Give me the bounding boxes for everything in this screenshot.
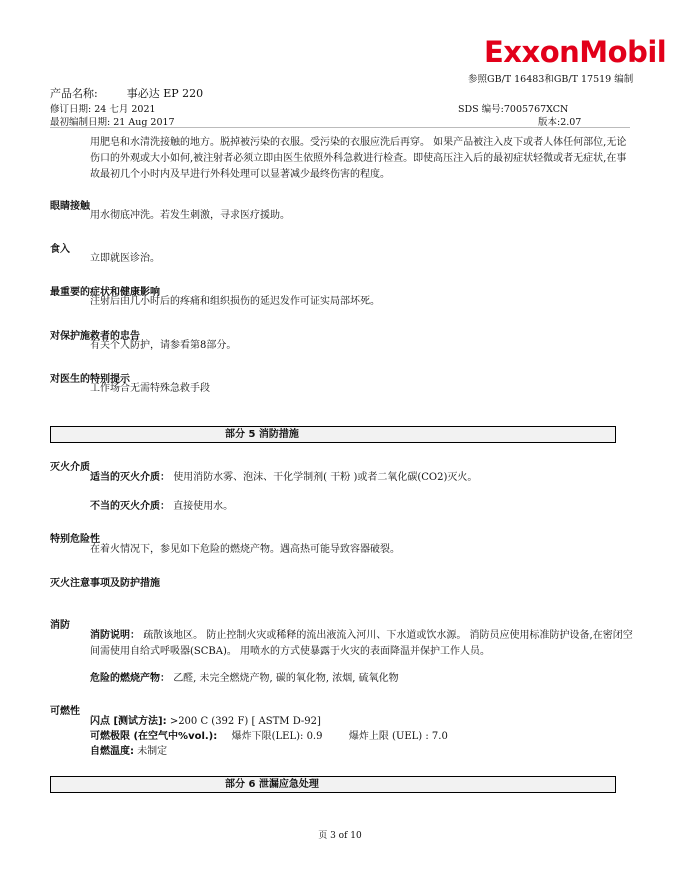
product-name: 事必达 EP 220 (126, 87, 204, 100)
eye-contact-text: 用水彻底冲洗。若发生刺激，寻求医疗援助。 (90, 210, 290, 221)
suitable-media-label: 适当的灭火介质： (90, 472, 170, 483)
doctor-notes-text: 工作场合无需特殊急救手段 (90, 383, 210, 394)
lower-explosion-limit: 爆炸下限(LEL): 0.9 (231, 731, 323, 742)
unsuitable-media-row (90, 499, 635, 515)
flammability-title: 可燃性 (50, 706, 80, 717)
exxonmobil-logo: ExxonMobil (484, 35, 667, 69)
section-5-header (50, 426, 616, 443)
firefighting-precautions-title: 灭火注意事项及防护措施 (50, 578, 160, 589)
combustion-products-row (90, 671, 635, 687)
flash-point-value: >200 C (392 F) [ ASTM D-92] (169, 716, 321, 727)
special-hazards-title: 特别危险性 (50, 534, 100, 545)
skin-contact-text: 用肥皂和水清洗接触的地方。脱掉被污染的衣服。受污染的衣服应洗后再穿。 如果产品被注入皮下或者人体任何部位,无论伤口的外观或大小如何,被注射者必须立即由医生依照外科急救进行检查。即使高压注入后的最初症状轻微或者无症状,在事故最初几个小时内及早进行外科处理可以显著减少最终伤害的程度。 (90, 137, 627, 180)
symptoms-text: 注射后由几小时后的疼痛和组织损伤的延迟发作可证实局部坏死。 (90, 296, 380, 307)
firefighting-instructions-label: 消防说明： (90, 630, 140, 641)
first-date: 21 Aug 2017 (113, 117, 175, 128)
firefighting-instructions-text: 疏散该地区。 防止控制火灾或稀释的流出液流入河川、下水道或饮水源。 消防员应使用标准防护设备,在密闭空间需使用自给式呼吸器(SCBA)。 用喷水的方式使暴露于火灾的表面降温并保护工作人员。 (90, 630, 633, 657)
rescuer-advice-title: 对保护施救者的忠告 (50, 331, 140, 342)
revision-date: 24 七月 2021 (94, 104, 156, 115)
first-date-label: 最初编制日期: (50, 117, 111, 128)
header-divider (50, 127, 630, 128)
flash-point-row (90, 714, 635, 730)
flash-point-label: 闪点 [测试方法]: (90, 716, 167, 727)
revision-date-label: 修订日期: (50, 104, 92, 115)
sds-number: SDS 编号:7005767XCN (458, 104, 569, 115)
product-name-label: 产品名称: (50, 87, 98, 100)
section-5-title: 部分 5 消防措施 (225, 429, 299, 440)
unsuitable-media-text: 直接使用水。 (173, 501, 234, 512)
version: 版本:2.07 (538, 117, 582, 128)
unsuitable-media-label: 不当的灭火介质： (90, 501, 170, 512)
upper-explosion-limit: 爆炸上限 (UEL) : 7.0 (348, 731, 448, 742)
special-hazards-text: 在着火情况下，参见如下危险的燃烧产物。遇高热可能导致容器破裂。 (90, 544, 400, 555)
extinguishing-media-title: 灭火介质 (50, 462, 90, 473)
revision-date-row (50, 101, 156, 115)
standard-reference: 参照GB/T 16483和GB/T 17519 编制 (468, 74, 634, 85)
ingestion-title: 食入 (50, 244, 70, 255)
section-6-header (50, 776, 616, 793)
firefighting-title: 消防 (50, 620, 70, 631)
autoignition-label: 自燃温度: (90, 746, 134, 757)
suitable-media-text: 使用消防水雾、泡沫、干化学制剂( 干粉 )或者二氧化碳(CO2)灭火。 (173, 472, 478, 483)
autoignition-row (90, 744, 635, 760)
page-number: 页 3 of 10 (318, 831, 362, 841)
flammable-limits-label: 可燃极限 (在空气中%vol.): (90, 731, 218, 742)
ingestion-text: 立即就医诊治。 (90, 253, 160, 264)
combustion-products-label: 危险的燃烧产物： (90, 673, 170, 684)
section-6-title: 部分 6 泄漏应急处理 (225, 779, 319, 790)
flammable-limits-row (90, 729, 635, 745)
doctor-notes-title: 对医生的特别提示 (50, 374, 130, 385)
symptoms-title: 最重要的症状和健康影响 (50, 287, 160, 298)
firefighting-instructions (90, 628, 635, 660)
suitable-media-row (90, 470, 635, 486)
first-date-row (50, 114, 175, 128)
autoignition-value: 未制定 (137, 746, 168, 757)
eye-contact-title: 眼睛接触 (50, 201, 90, 212)
product-name-row (50, 85, 203, 101)
combustion-products-text: 乙醛, 未完全燃烧产物, 碳的氧化物, 浓烟, 硫氧化物 (173, 673, 399, 684)
rescuer-advice-text: 有关个人防护，请参看第8部分。 (90, 340, 237, 351)
